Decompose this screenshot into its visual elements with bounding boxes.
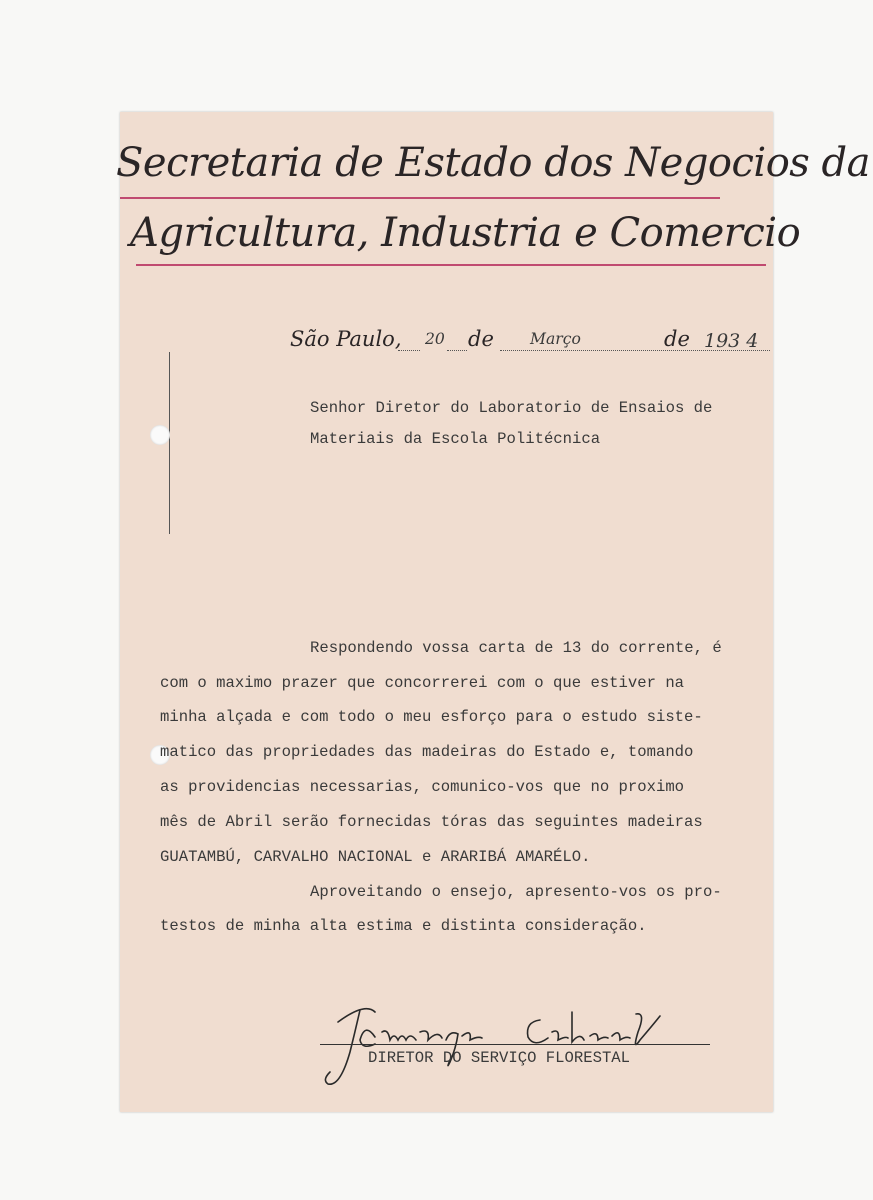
punch-hole-top	[150, 425, 170, 445]
addressee-line-1: Senhor Diretor do Laboratorio de Ensaios de	[310, 399, 713, 417]
letterhead-line-2: Agricultura, Industria e Comercio	[130, 210, 801, 256]
date-day: 20	[425, 330, 445, 348]
letter-sheet	[116, 112, 870, 1112]
body-line: testos de minha alta estima e distinta consideração.	[160, 917, 647, 935]
body-line: com o maximo prazer que concorrerei com o que estiver na	[160, 674, 685, 692]
letterhead-rule-1	[120, 197, 720, 199]
date-de-2: de	[664, 327, 690, 351]
body-line: minha alçada e com todo o meu esforço para o estudo siste-	[160, 708, 703, 726]
date-year: 193 4	[704, 330, 759, 352]
body-line: as providencias necessarias, comunico-vos que no proximo	[160, 778, 685, 796]
body-line: Respondendo vossa carta de 13 do corrente, é	[310, 639, 722, 657]
body-line: matico das propriedades das madeiras do Estado e, tomando	[160, 743, 694, 761]
date-city: São Paulo,	[290, 327, 402, 351]
date-de-1: de	[468, 327, 494, 351]
letterhead-rule-2	[136, 264, 766, 266]
handwritten-signature	[320, 992, 720, 1092]
letterhead-line-1: Secretaria de Estado dos Negocios da	[116, 140, 870, 186]
body-line: mês de Abril serão fornecidas tóras das seguintes madeiras	[160, 813, 703, 831]
body-line: Aproveitando o ensejo, apresento-vos os pro-	[310, 883, 722, 901]
addressee-line-2: Materiais da Escola Politécnica	[310, 430, 601, 448]
signature-rule	[320, 1044, 710, 1045]
date-month: Março	[530, 330, 581, 348]
body-line: GUATAMBÚ, CARVALHO NACIONAL e ARARIBÁ AMARÉLO.	[160, 848, 591, 866]
margin-line	[169, 352, 170, 534]
signature-title: DIRETOR DO SERVIÇO FLORESTAL	[368, 1049, 631, 1067]
dateline	[290, 327, 770, 357]
